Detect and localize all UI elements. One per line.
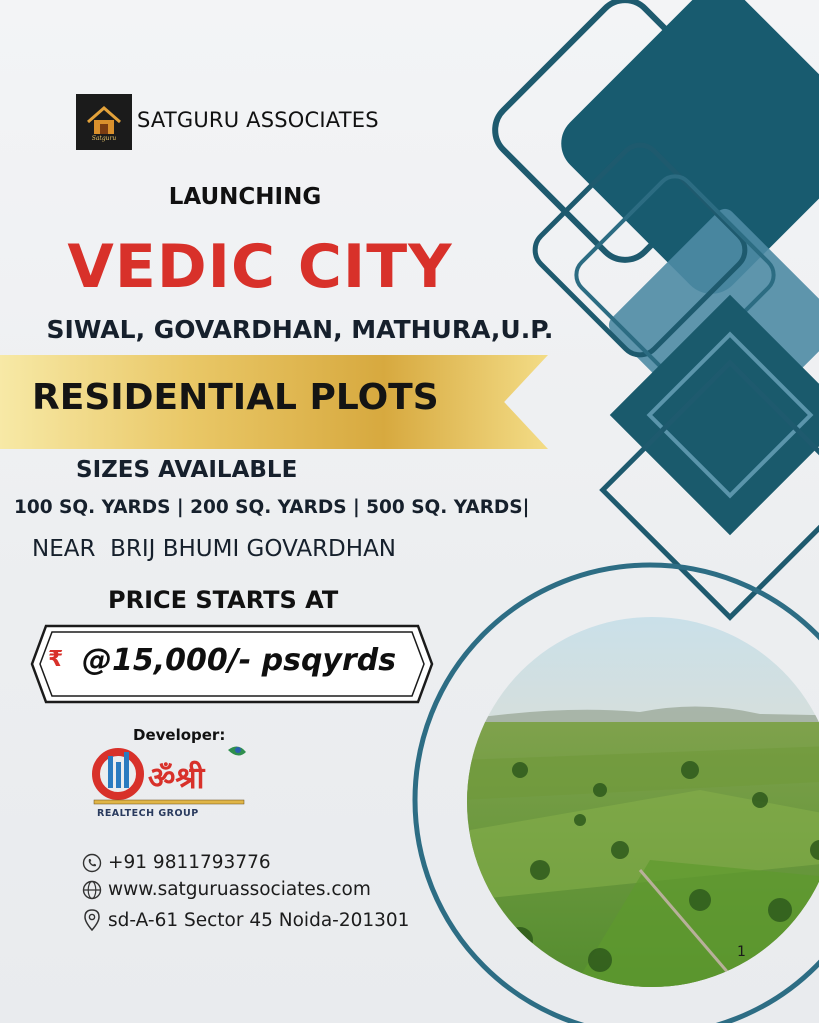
price-title: PRICE STARTS AT [108,586,339,614]
location-pin-icon [82,908,102,932]
address-text: sd-A-61 Sector 45 Noida-201301 [108,909,410,931]
developer-name: REALTECH GROUP [97,808,199,819]
landscape-photo [460,610,819,1012]
globe-icon [82,880,102,900]
contact-address-row [82,908,409,932]
contact-website-row [82,879,371,900]
sizes-list: 100 SQ. YARDS | 200 SQ. YARDS | 500 SQ. YARDS| [14,497,530,518]
brand-name: SATGURU ASSOCIATES [137,108,379,132]
near-text: NEAR BRIJ BHUMI GOVARDHAN [32,536,397,562]
project-title: VEDIC CITY [67,232,453,302]
phone-icon [82,853,102,873]
house-logo-icon [82,100,126,144]
banner-label: RESIDENTIAL PLOTS [32,377,439,418]
phone-number[interactable]: +91 9811793776 [108,852,271,873]
launching-label: LAUNCHING [168,184,322,210]
project-location: SIWAL, GOVARDHAN, MATHURA,U.P. [46,315,554,344]
developer-logo [88,742,258,812]
brand-logo [76,94,132,150]
developer-logo-text: ॐश्री [148,761,205,796]
page-number: 1 [737,944,746,960]
price-value: @15,000/- psqyrds [82,643,397,678]
rupee-icon: ₹ [48,647,64,672]
contact-phone-row [82,852,271,873]
developer-label: Developer: [133,726,226,744]
website-link[interactable]: www.satguruassociates.com [108,879,371,900]
logo-text: Satguru [91,135,117,142]
sizes-title: SIZES AVAILABLE [76,457,298,483]
